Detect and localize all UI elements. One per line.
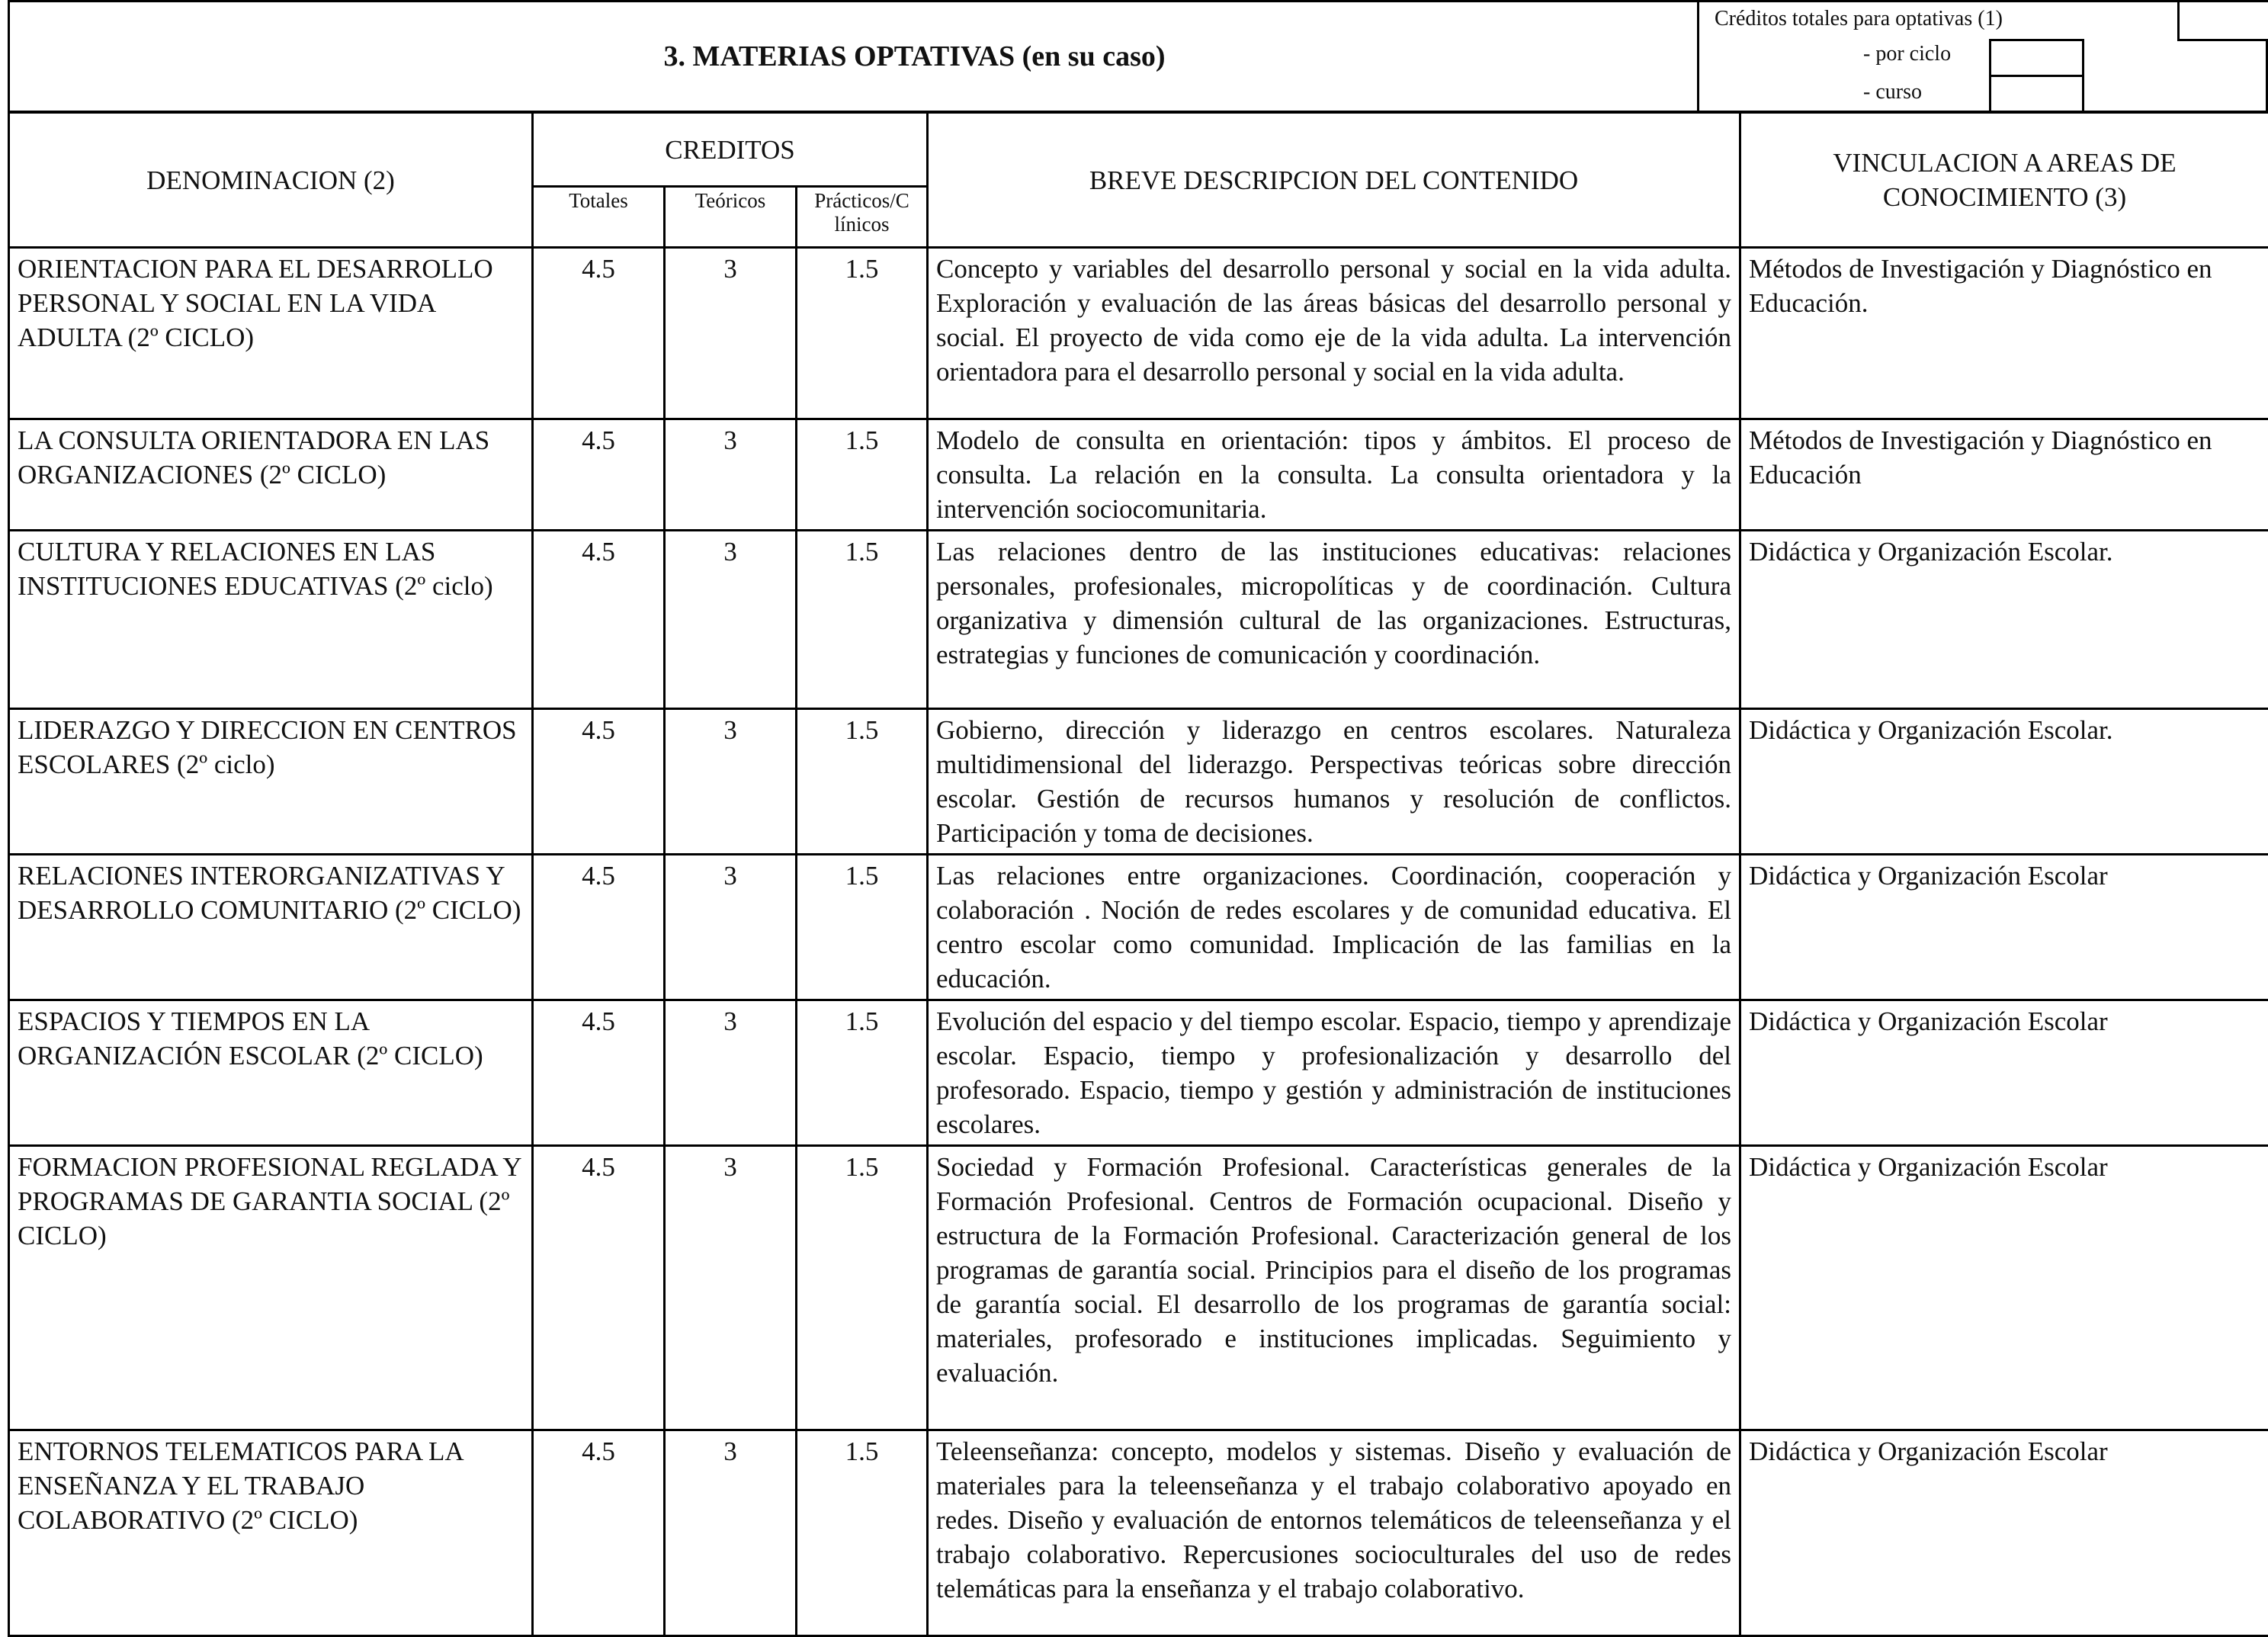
subject-description: Gobierno, dirección y liderazgo en centros escolares. Naturaleza multidimensional del liderazgo. Perspectivas teóricas sobre dirección escolar. Gestión de recursos humanos y resolución de conflictos. Participación y toma de decisiones. xyxy=(928,709,1740,855)
table-row xyxy=(9,855,2268,1000)
subject-name: ESPACIOS Y TIEMPOS EN LA ORGANIZACIÓN ESCOLAR (2º CICLO) xyxy=(9,1000,533,1146)
subject-description: Sociedad y Formación Profesional. Características generales de la Formación Profesional. Centros de Formación ocupacional. Diseño y estructura de la Formación Profesional. Caracterización general de los programas de garantía social. Principios para el diseño de los programas de garantía social. El desarrollo de los programas de garantía social: materiales, profesorado e instituciones implicadas. Seguimiento y evaluación. xyxy=(928,1146,1740,1430)
credits-practicos: 1.5 xyxy=(797,1430,928,1636)
credits-teoricos: 3 xyxy=(665,248,797,419)
credits-practicos: 1.5 xyxy=(797,248,928,419)
credits-total-box xyxy=(2177,0,2268,41)
col-header-teoricos: Teóricos xyxy=(665,187,797,248)
table-row xyxy=(9,1000,2268,1146)
per-course-box xyxy=(1989,75,2084,113)
col-header-practicos: Prácticos/C línicos xyxy=(797,187,928,248)
credits-totales: 4.5 xyxy=(533,709,665,855)
credits-teoricos: 3 xyxy=(665,1000,797,1146)
knowledge-area: Métodos de Investigación y Diagnóstico en Educación xyxy=(1740,419,2268,531)
col-header-creditos: CREDITOS xyxy=(533,113,928,187)
table-row xyxy=(9,248,2268,419)
credits-practicos: 1.5 xyxy=(797,419,928,531)
knowledge-area: Didáctica y Organización Escolar. xyxy=(1740,531,2268,709)
subject-description: Modelo de consulta en orientación: tipos y ámbitos. El proceso de consulta. La relación en la consulta. La consulta orientadora y la intervención sociocomunitaria. xyxy=(928,419,1740,531)
table-row xyxy=(9,419,2268,531)
per-cycle-box xyxy=(1989,39,2084,77)
knowledge-area: Didáctica y Organización Escolar xyxy=(1740,1146,2268,1430)
credits-practicos: 1.5 xyxy=(797,1000,928,1146)
credits-teoricos: 3 xyxy=(665,1146,797,1430)
knowledge-area: Métodos de Investigación y Diagnóstico en Educación. xyxy=(1740,248,2268,419)
optional-subjects-table xyxy=(8,111,2268,1637)
knowledge-area: Didáctica y Organización Escolar. xyxy=(1740,709,2268,855)
section-title: 3. MATERIAS OPTATIVAS (en su caso) xyxy=(10,2,1697,111)
col-header-totales: Totales xyxy=(533,187,665,248)
table-row xyxy=(9,531,2268,709)
per-cycle-label: - por ciclo xyxy=(1863,42,1951,66)
credits-practicos: 1.5 xyxy=(797,531,928,709)
credits-teoricos: 3 xyxy=(665,709,797,855)
col-header-denominacion: DENOMINACION (2) xyxy=(9,113,533,248)
subject-name: ORIENTACION PARA EL DESARROLLO PERSONAL Y SOCIAL EN LA VIDA ADULTA (2º CICLO) xyxy=(9,248,533,419)
knowledge-area: Didáctica y Organización Escolar xyxy=(1740,1430,2268,1636)
credits-total-label: Créditos totales para optativas (1) xyxy=(1715,7,2003,31)
subject-description: Teleenseñanza: concepto, modelos y sistemas. Diseño y evaluación de materiales para la teleenseñanza y el trabajo colaborativo apoyado en redes. Diseño y evaluación de entornos telemáticos de teleenseñanza y el trabajo colaborativo. Repercusiones socioculturales del uso de redes telemáticas para la enseñanza y el trabajo colaborativo. xyxy=(928,1430,1740,1636)
knowledge-area: Didáctica y Organización Escolar xyxy=(1740,855,2268,1000)
credits-summary xyxy=(1697,2,2266,111)
subject-name: ENTORNOS TELEMATICOS PARA LA ENSEÑANZA Y EL TRABAJO COLABORATIVO (2º CICLO) xyxy=(9,1430,533,1636)
section-header xyxy=(8,0,2268,113)
credits-totales: 4.5 xyxy=(533,1000,665,1146)
credits-teoricos: 3 xyxy=(665,419,797,531)
credits-totales: 4.5 xyxy=(533,248,665,419)
table-row xyxy=(9,1430,2268,1636)
credits-teoricos: 3 xyxy=(665,855,797,1000)
credits-totales: 4.5 xyxy=(533,419,665,531)
credits-totales: 4.5 xyxy=(533,1146,665,1430)
credits-teoricos: 3 xyxy=(665,1430,797,1636)
credits-practicos: 1.5 xyxy=(797,1146,928,1430)
credits-practicos: 1.5 xyxy=(797,709,928,855)
table-row xyxy=(9,1146,2268,1430)
subject-description: Concepto y variables del desarrollo personal y social en la vida adulta. Exploración y evaluación de las áreas básicas del desarrollo personal y social. El proyecto de vida como eje de la vida adulta. La intervención orientadora para el desarrollo personal y social en la vida adulta. xyxy=(928,248,1740,419)
credits-teoricos: 3 xyxy=(665,531,797,709)
per-course-label: - curso xyxy=(1863,80,1922,104)
document-page xyxy=(8,0,2268,1629)
col-header-vinculacion: VINCULACION A AREAS DE CONOCIMIENTO (3) xyxy=(1740,113,2268,248)
credits-practicos: 1.5 xyxy=(797,855,928,1000)
subject-description: Las relaciones entre organizaciones. Coordinación, cooperación y colaboración . Noción de redes escolares y de comunidad educativa. El centro escolar como comunidad. Implicación de las familias en la educación. xyxy=(928,855,1740,1000)
credits-totales: 4.5 xyxy=(533,531,665,709)
subject-name: CULTURA Y RELACIONES EN LAS INSTITUCIONES EDUCATIVAS (2º ciclo) xyxy=(9,531,533,709)
subject-description: Las relaciones dentro de las instituciones educativas: relaciones personales, profesionales, micropolíticas y de coordinación. Cultura organizativa y dimensión cultural de las organizaciones. Estructuras, estrategias y funciones de comunicación y coordinación. xyxy=(928,531,1740,709)
col-header-descripcion: BREVE DESCRIPCION DEL CONTENIDO xyxy=(928,113,1740,248)
table-row xyxy=(9,709,2268,855)
subject-name: RELACIONES INTERORGANIZATIVAS Y DESARROLLO COMUNITARIO (2º CICLO) xyxy=(9,855,533,1000)
credits-totales: 4.5 xyxy=(533,855,665,1000)
subject-name: LIDERAZGO Y DIRECCION EN CENTROS ESCOLARES (2º ciclo) xyxy=(9,709,533,855)
knowledge-area: Didáctica y Organización Escolar xyxy=(1740,1000,2268,1146)
subject-name: FORMACION PROFESIONAL REGLADA Y PROGRAMAS DE GARANTIA SOCIAL (2º CICLO) xyxy=(9,1146,533,1430)
subject-name: LA CONSULTA ORIENTADORA EN LAS ORGANIZACIONES (2º CICLO) xyxy=(9,419,533,531)
credits-totales: 4.5 xyxy=(533,1430,665,1636)
subject-description: Evolución del espacio y del tiempo escolar. Espacio, tiempo y aprendizaje escolar. Espacio, tiempo y profesionalización y desarrollo del profesorado. Espacio, tiempo y gestión y administración de instituciones escolares. xyxy=(928,1000,1740,1146)
